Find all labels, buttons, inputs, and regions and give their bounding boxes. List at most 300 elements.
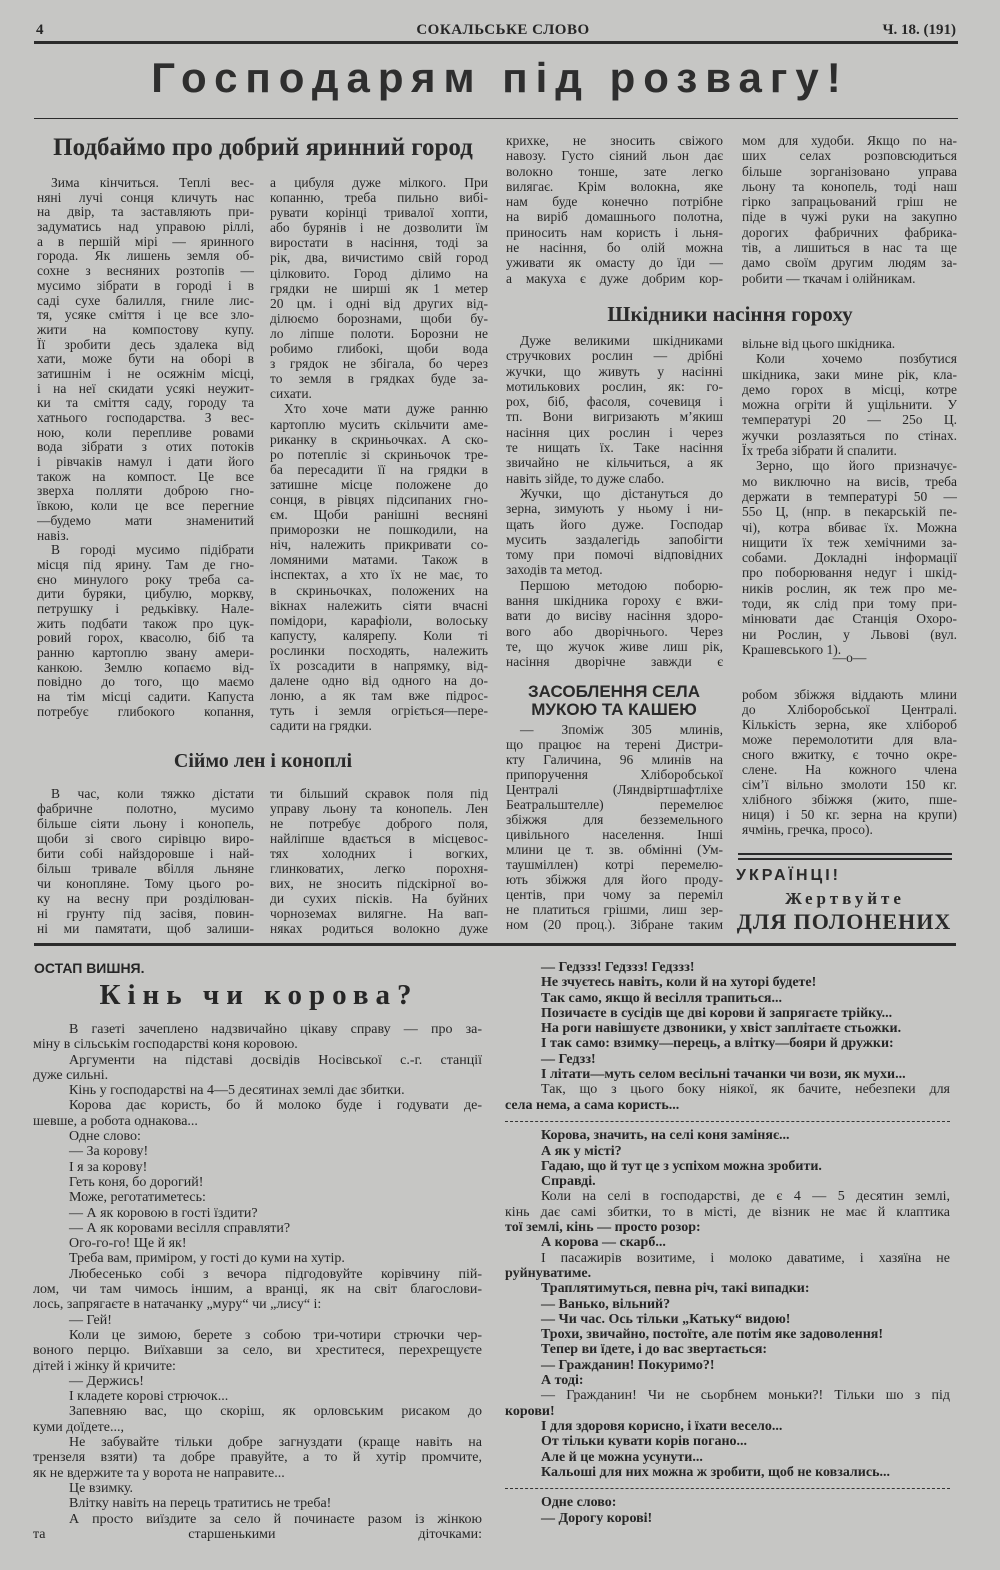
text-line: Корова, значить, на селі коня заміняє... <box>541 1128 790 1144</box>
text-line: В газеті зачеплено надзвичайно цікаву справу — про за- <box>69 1022 482 1037</box>
text-line: ном (20 проц.). Зібране таким <box>506 917 723 932</box>
paragraph <box>505 1312 950 1327</box>
text-line: Кількість зерна, яке хлібороб <box>742 717 957 732</box>
text-line: міну в сільськім господарстві коня коровою. <box>33 1037 298 1053</box>
text-line: дітей і жінку й кричите: <box>33 1358 176 1374</box>
paragraph <box>33 1160 482 1175</box>
text-line: мусимо зібрати в городі і в <box>37 278 254 293</box>
text-line: Жучки, що дістануться до <box>520 485 723 501</box>
story-right-part-3 <box>505 1495 950 1526</box>
text-line: ниця) і 50 кг. зерна на крупи) <box>742 807 957 822</box>
text-line: туть і земля огріється—пере- <box>270 703 488 719</box>
text-line: може перемолотити для вла- <box>742 732 957 747</box>
paragraph <box>505 1251 950 1282</box>
text-line: можна огріти й ущільнити. У <box>742 397 957 413</box>
text-line: приносить нам користь і льня- <box>506 224 723 240</box>
paragraph <box>33 1129 482 1144</box>
text-line: А як у місті? <box>541 1143 622 1159</box>
text-line: Першою методою поборю- <box>520 577 723 593</box>
text-line: В городі мусимо підібрати <box>51 543 254 558</box>
text-line: гірко запрацьований гріш не <box>742 194 957 210</box>
text-line: Траплятимуться, певна річ, такі випадки: <box>541 1281 810 1297</box>
paragraph <box>33 1313 482 1328</box>
text-line: І так само: взимку—перець, а влітку—бояри й дружки: <box>541 1036 894 1052</box>
text-line: Запевняю вас, що скоріш, як орловським рисаком до <box>69 1404 482 1420</box>
dashed-separator <box>505 1113 950 1128</box>
text-line: тоди, як слід при тому при- <box>742 596 957 612</box>
text-line: крихке, не зносить свіжого <box>506 133 723 148</box>
text-line: ро потепліє зі скриньочок тре- <box>270 446 488 462</box>
paragraph <box>270 786 488 936</box>
text-line: — Гедзз! <box>541 1051 596 1067</box>
text-line: собами. Докладні інформації <box>742 550 957 566</box>
text-line: тп. Вони вигризають м’якиш <box>506 409 723 425</box>
text-line: а в першій мірі — яринного <box>37 234 254 249</box>
text-line: вих, не зносить підскірної во- <box>270 876 488 891</box>
text-line: мом для худоби. Якщо по на- <box>742 133 957 148</box>
text-line: ячмінь, гречка, просо). <box>742 822 873 837</box>
text-line: садити на грядки. <box>270 718 372 734</box>
text-line: цілковито. Город ділимо на <box>270 265 488 281</box>
text-line: тому при помочі відповідних <box>506 547 723 563</box>
text-line: Кальоші для них можна ж зробити, щоб не ковзались... <box>541 1464 890 1480</box>
text-line: слене. На кожного члена <box>742 762 957 777</box>
paragraph <box>270 401 488 733</box>
paragraph <box>33 1435 482 1481</box>
garden-column-2 <box>270 175 488 733</box>
paragraph <box>506 333 723 486</box>
text-line: жучки, що живуть у насінні <box>506 363 723 379</box>
text-line: І я за корову! <box>69 1159 148 1175</box>
text-line: більш тривале вбілля льняне <box>37 861 254 876</box>
text-line: ділюємо борознами, щоби бу- <box>270 310 488 326</box>
text-line: вого або дворічнього. Через <box>506 623 723 639</box>
paragraph <box>505 1174 950 1189</box>
text-line: на двір, та заставляють при- <box>37 205 254 220</box>
paragraph <box>505 1297 950 1312</box>
text-line: ки та сміття саду, городу та <box>37 396 254 411</box>
paragraph <box>37 543 254 719</box>
text-line: єм. Щоби ранішні весняні <box>270 507 488 523</box>
paragraph <box>33 1175 482 1190</box>
text-line: Але й це можна усунути... <box>541 1449 703 1465</box>
text-line: навіз. <box>37 528 70 543</box>
text-line: те нищать їх. Таке насіння <box>506 440 723 456</box>
text-line: — Дорогу корові! <box>541 1510 653 1526</box>
section-divider <box>34 943 956 946</box>
appeal-line-2: Жертвуйте <box>785 889 905 908</box>
text-line: — За корову! <box>69 1144 149 1160</box>
paragraph <box>505 1495 950 1510</box>
text-line: мусить заздалегідь запобігти <box>506 531 723 547</box>
text-line: лоню, а як там вже підрос- <box>270 688 488 704</box>
text-line: куми доїдете..., <box>33 1419 124 1435</box>
text-line: цивільного населення. Інші <box>506 827 723 842</box>
text-line: не насіння, бо олій можна <box>506 240 723 256</box>
paragraph <box>505 960 950 975</box>
newspaper-name: СОКАЛЬСЬКЕ СЛОВО <box>416 22 590 38</box>
text-line: та старшенькими діточками: <box>33 1526 482 1542</box>
text-line: лом, чи там чимось іншим, а вранці, як на світ благослови- <box>33 1282 482 1298</box>
paragraph <box>505 1159 950 1174</box>
text-line: Позичаєте в сусідів ще дві корови й запрягаєте трійку... <box>541 1005 893 1021</box>
text-line: ні ми памятати, щоб залиши- <box>37 921 254 936</box>
text-line: шевше, а робота однакова... <box>33 1113 198 1129</box>
text-line: 55о Ц, (нпр. в пекарській пе- <box>742 504 957 520</box>
text-line: Любесенько собі з вечора підгодовуйте корівчину пій- <box>69 1266 482 1282</box>
text-line: Може, реготатиметесь: <box>69 1190 206 1206</box>
text-line: нищити їх теж хемічними за- <box>742 534 957 550</box>
text-line: — Гражданин! Покуримо?! <box>541 1357 715 1373</box>
text-line: таушміллен) котрі перемелю- <box>506 857 723 872</box>
text-line: ні грунту під засівя, повин- <box>37 906 254 921</box>
mills-headline-line-2: МУКОЮ ТА КАШЕЮ <box>531 700 697 719</box>
paragraph <box>505 1036 950 1051</box>
text-line: або бурянів і не дозволити їм <box>270 220 488 236</box>
paragraph <box>506 722 723 932</box>
paragraph <box>505 1419 950 1434</box>
text-line: Не зчуєтесь навіть, коли й на хуторі будете! <box>541 975 817 991</box>
text-line: сихати. <box>270 386 312 402</box>
text-line: мотилькових рослин, як: го- <box>506 378 723 394</box>
story-right-part-2 <box>505 1128 950 1480</box>
paragraph <box>37 176 254 543</box>
text-line: сім’ї вільно змолоти 150 кг. <box>742 777 957 792</box>
text-line: робити — ткачам і олійникам. <box>742 270 916 286</box>
text-line: не потребує доброго поля, <box>270 816 488 831</box>
paragraph <box>33 1404 482 1435</box>
text-line: на тім місці садити. Капуста <box>37 690 254 705</box>
appeal-line-3: ДЛЯ ПОЛОНЕНИХ <box>736 909 952 934</box>
paragraph <box>33 1236 482 1251</box>
text-line: Їх треба зібрати й спалити. <box>742 443 897 459</box>
text-line: 20 цм. і одні від других від- <box>270 295 488 311</box>
text-line: трензеля взяти) та добре правуйте, а то й хутір промчите, <box>33 1450 482 1466</box>
flax-column-3 <box>506 133 723 286</box>
text-line: температурі 20 — 25о Ц. <box>742 412 957 428</box>
text-line: ніч, належить прикривати со- <box>270 537 488 553</box>
title-rule <box>34 118 958 119</box>
text-line: рослинки посходять, належить <box>270 642 488 658</box>
text-line: вилягає. Крім волокна, яке <box>506 178 723 194</box>
text-line: — Гедззз! Гедззз! Гедззз! <box>541 960 695 975</box>
text-line: Корова дає користь, бо й молоко буде і годувати де- <box>69 1098 482 1114</box>
text-line: зерна, зимують у ньому і ни- <box>506 501 723 517</box>
text-line: Так, що з цього боку ніякої, як бачите, небезпеки для <box>541 1082 950 1098</box>
text-line: дорогих фабричних фабрика- <box>742 224 957 240</box>
text-line: управу льону та конопель. Лен <box>270 801 488 816</box>
text-line: рік, два, вичистимо свій город <box>270 250 488 266</box>
text-line: ників рослин, як теж про ме- <box>742 580 957 596</box>
paragraph <box>33 1328 482 1374</box>
paragraph <box>742 133 957 286</box>
text-line: затишнім і не осяжнім місці, <box>37 366 254 381</box>
text-line: — Ванько, вільний? <box>541 1296 671 1312</box>
paragraph <box>33 1098 482 1129</box>
text-line: Одне слово: <box>69 1129 141 1145</box>
text-line: — Зпоміж 305 млинів, <box>520 722 723 737</box>
paragraph <box>742 458 957 657</box>
text-line: єно минулого року треба са- <box>37 572 254 587</box>
text-line: льону та конопель, тоді наш <box>742 178 957 194</box>
paragraph <box>505 1373 950 1388</box>
section-title: Господарям під розвагу! <box>151 54 849 101</box>
appeal-rule-bottom <box>738 858 952 860</box>
text-line: Ого-го-го! Ще й як! <box>69 1236 187 1252</box>
text-line: про поборювання недуг і шкід- <box>742 565 957 581</box>
text-line: А корова — скарб... <box>541 1235 666 1251</box>
text-line: навозу. Густо сіяний льон дає <box>506 148 723 164</box>
text-line: хлібного збіжжя (жито, пше- <box>742 792 957 807</box>
text-line: копанню, треба пильно вибі- <box>270 190 488 206</box>
text-line: А просто виїздите за село й починаєте разом із жінкою <box>69 1511 482 1527</box>
text-line: Треба вам, приміром, у гості до куми на хутір. <box>69 1251 345 1267</box>
text-line: жучки розлазяться по стінах. <box>742 427 957 443</box>
text-line: зверха полляти доброю гно- <box>37 484 254 499</box>
text-line: тів, а лишиться в нас та ще <box>742 240 957 256</box>
text-line: — Гражданин! Чи не сьорбнем моньки?! Тільки шо з під <box>541 1388 950 1404</box>
flax-headline: Сіймо лен і коноплі <box>173 750 353 772</box>
text-line: стручкових рослин — дрібні <box>506 348 723 364</box>
text-line: далене одно від одного на до- <box>270 673 488 689</box>
paragraph <box>505 1189 950 1235</box>
pests-column-4 <box>742 336 957 657</box>
text-line: жить подбати також про цук- <box>37 616 254 631</box>
text-line: вання шкідника гороху є вжи- <box>506 593 723 609</box>
text-line: ди сухих пісків. На буйних <box>270 891 488 906</box>
pests-headline: Шкідники насіння гороху <box>607 302 853 326</box>
text-line: глинковатих, легко порохня- <box>270 861 488 876</box>
text-line: В час, коли тяжко дістати <box>51 786 254 801</box>
text-line: грядки не ширші як 1 метер <box>270 280 488 296</box>
text-line: — А як коровами весілля справляти? <box>69 1220 291 1236</box>
text-line: щоби зі свого сирівцю виро- <box>37 831 254 846</box>
text-line: помідори, карафіоли, волоську <box>270 612 488 628</box>
text-line: щать його дуже. Господар <box>506 516 723 532</box>
text-line: в скриньочках, положених на <box>270 582 488 598</box>
issue-number: Ч. 18. (191) <box>882 22 956 38</box>
text-line: — А як коровою в гості їздити? <box>69 1205 258 1221</box>
text-line: ють збіжжя для його проду- <box>506 872 723 887</box>
text-line: держати в температурі 50 — <box>742 488 957 504</box>
text-line: Справді. <box>541 1174 596 1190</box>
text-line: що працює на терені Дистри- <box>506 737 723 752</box>
garden-headline: Подбаймо про добрий яринний город <box>53 134 473 161</box>
end-mark: —о— <box>832 650 867 665</box>
text-line: Трохи, звичайно, постоїте, але потім яке задоволення! <box>541 1327 884 1343</box>
text-line: вати до висіву насіння здоро- <box>506 608 723 624</box>
paragraph <box>33 1206 482 1221</box>
paragraph <box>505 1281 950 1296</box>
text-line: затишне місце положене до <box>270 476 488 492</box>
story-right-part-1 <box>505 960 950 1113</box>
text-line: — Чи час. Ось тільки „Катьку“ видою! <box>541 1311 791 1327</box>
flax-column-1 <box>37 786 254 936</box>
text-line: то земля в грядках буде за- <box>270 371 488 387</box>
paragraph <box>505 1128 950 1143</box>
text-line: і рівчаків намул і дати його <box>37 455 254 470</box>
text-line: Хто хоче мати дуже ранню <box>284 401 488 417</box>
text-line: картоплю мусить скільчити аме- <box>270 416 488 432</box>
text-line: як не вдержите та у ворота не направите... <box>33 1465 285 1481</box>
text-line: дити буряки, цибулю, моркву, <box>37 587 254 602</box>
text-line: чорноземах вилягне. На вап- <box>270 906 488 921</box>
paragraph <box>742 351 957 458</box>
text-line: навіть зійде, то дуже слабо. <box>506 470 665 486</box>
text-line: ло ліпше полоти. Борозни не <box>270 325 488 341</box>
text-line: рох, біб, фасоля, сочевиця і <box>506 394 723 410</box>
text-line: ровий горох, квасолю, біб та <box>37 631 254 646</box>
flax-column-4 <box>742 133 957 286</box>
text-line: нам буде конечно потрібне <box>506 194 723 210</box>
text-line: — Гей! <box>69 1312 112 1328</box>
paragraph <box>33 1374 482 1389</box>
text-line: виростати в насіння, тоді за <box>270 235 488 251</box>
text-line: — Держись! <box>69 1373 144 1389</box>
text-line: няках родиться волокно дуже <box>270 921 488 936</box>
text-line: те, що жучок живе лиш рік, <box>506 638 723 654</box>
text-line: На роги навішуєте дзвоники, у хвіст заплітаєте стьожки. <box>541 1021 902 1037</box>
paragraph <box>33 1512 482 1543</box>
paragraph <box>33 1496 482 1511</box>
text-line: ломяними матами. Також в <box>270 552 488 568</box>
dashed-separator <box>505 1480 950 1495</box>
flax-column-2 <box>270 786 488 936</box>
text-line: шкідника, заки мине рік, кла- <box>742 366 957 382</box>
paragraph <box>505 1388 950 1419</box>
paragraph <box>33 1144 482 1159</box>
mills-column-3 <box>506 722 723 932</box>
text-line: робимо глибокі, щоби вода <box>270 341 488 357</box>
text-line: села нема, а сама користь... <box>505 1097 680 1113</box>
text-line: робом збіжжя віддають млини <box>742 687 957 702</box>
text-line: риканку в скриньочках. А ско- <box>270 431 488 447</box>
text-line: города. Як лишень земля об- <box>37 249 254 264</box>
story-right-column <box>505 960 950 1526</box>
text-line: піде в чужі руки на закупно <box>742 209 957 225</box>
text-line: сонця, в рівцях підсипаних гно- <box>270 491 488 507</box>
text-line: капусту, калярепу. Коли ті <box>270 627 488 643</box>
text-line: І кладете корові стрючок... <box>69 1389 229 1405</box>
text-line: ку на весну при розділюван- <box>37 891 254 906</box>
text-line: уживати як омасту до їди — <box>506 255 723 271</box>
text-line: Тепер ви їдете, і до вас звертається: <box>541 1342 768 1358</box>
text-line: чі), котра вбиває їх. Можна <box>742 519 957 535</box>
text-line: Влітку навіть на перець тратитись не треба! <box>69 1496 332 1512</box>
text-line: Так само, якщо й весілля трапиться... <box>541 990 783 1006</box>
text-line: і на неї скидати усякі неужит- <box>37 381 254 396</box>
text-line: дамо своїм другим людям за- <box>742 255 957 271</box>
text-line: місця під ярину. Там де гно- <box>37 557 254 572</box>
text-line: демо горох в місці, котре <box>742 381 957 397</box>
garden-column-1 <box>37 176 254 719</box>
paragraph <box>37 786 254 936</box>
text-line: мо виключно на висів, треба <box>742 473 957 489</box>
paragraph <box>505 1450 950 1465</box>
text-line: вільне від цього шкідника. <box>742 336 896 351</box>
text-line: Кінь у господарстві на 4—5 десятинах землі дає збитки. <box>69 1083 405 1099</box>
text-line: І літати—муть селом весільні тачанки чи вози, як мухи... <box>541 1067 906 1083</box>
paragraph <box>33 1190 482 1205</box>
paragraph <box>505 1511 950 1526</box>
paragraph <box>505 991 950 1006</box>
text-line: вода зібрати з отих потоків <box>37 440 254 455</box>
text-line: приморозки не пошкодили, на <box>270 522 488 538</box>
text-line: Це взимку. <box>69 1480 134 1496</box>
text-line: центів, при чому за переміл <box>506 887 723 902</box>
paragraph <box>505 1342 950 1357</box>
text-line: бити собі найздоровше і най- <box>37 846 254 861</box>
text-line: припоручення Хліборобської <box>506 767 723 782</box>
text-line: сохне з весняних розтопів — <box>37 264 254 279</box>
text-line: фабричне полотно, мусимо <box>37 801 254 816</box>
paragraph <box>505 1358 950 1373</box>
text-line: Зима кінчиться. Теплі вес- <box>51 176 254 190</box>
text-line: Беатральштелле) перемелює <box>506 797 723 812</box>
text-line: Геть коня, бо дорогий! <box>69 1174 204 1190</box>
text-line: Централі (Ляндвіртшафтліхе <box>506 782 723 797</box>
text-line: Зерно, що його призначує- <box>756 458 957 474</box>
text-line: Аргументи на підставі досвідів Носівської с.-г. станції <box>69 1052 482 1068</box>
text-line: задуматись над управою ріллі, <box>37 220 254 235</box>
text-line: вікнах належить сіяти вчасні <box>270 597 488 613</box>
text-line: жити на компостову купу. <box>37 322 254 337</box>
text-line: мінювати дає Станція Охоро- <box>742 611 957 627</box>
text-line: лось, запрягаєте в натачанку „муру“ чи „лису“ і: <box>33 1297 322 1313</box>
text-line: потребує глибокого копання, <box>37 704 254 719</box>
text-line: тях холодних і вогких, <box>270 846 488 861</box>
pests-column-3 <box>506 333 723 670</box>
text-line: руйнуватиме. <box>505 1265 592 1281</box>
text-line: до Хліборобської Централі. <box>742 702 957 717</box>
text-line: А тоді: <box>541 1373 584 1389</box>
paragraph <box>505 1235 950 1250</box>
text-line: няні лучі сонця кличуть нас <box>37 190 254 205</box>
masthead-rule <box>34 41 958 44</box>
text-line: Коли це зимою, берете з собою три-чотири стрючки чер- <box>69 1327 482 1343</box>
text-line: дуже сильні. <box>33 1067 109 1083</box>
story-title: Кінь чи корова? <box>99 979 419 1011</box>
text-line: Одне слово: <box>541 1495 617 1511</box>
text-line: кінь дає самі збитки, то в місті, де візник не має й клаптика <box>505 1204 950 1220</box>
text-line: Її зробити десь здалека від <box>37 337 254 352</box>
text-line: Коли на селі в господарстві, де є 4 — 5 десятин землі, <box>541 1189 950 1205</box>
text-line: повідно до того, що маємо <box>37 675 254 690</box>
text-line: ївкою, коли це все перегние <box>37 499 254 514</box>
text-line: воного перцю. Виїхавши за село, ви хреститеся, перехрещуєте <box>33 1343 482 1359</box>
text-line: їх розсадити в напрямку, від- <box>270 658 488 673</box>
text-line: хатнього господарства. З вес- <box>37 411 254 425</box>
text-line: —будемо мати знаменитий <box>37 513 254 528</box>
text-line: найліпше вдається в місцевос- <box>270 831 488 846</box>
paragraph <box>505 1067 950 1082</box>
paragraph <box>505 1434 950 1449</box>
text-line: інспектах, а хто їх не має, то <box>270 567 488 583</box>
paragraph <box>33 1251 482 1266</box>
text-line: Гадаю, що й тут це з успіхом можна зробити. <box>541 1158 822 1174</box>
text-line: ни Рослин, у Львові (вул. <box>742 626 957 642</box>
text-line: сного вжитку, є точно окре- <box>742 747 957 762</box>
text-line: більше сіяти льону і конопель, <box>37 816 254 831</box>
paragraph <box>33 1481 482 1496</box>
paragraph <box>505 1006 950 1021</box>
paragraph <box>505 1144 950 1159</box>
text-line: Не забувайте тільки добре загнуздати (краще навіть на <box>69 1435 482 1451</box>
paragraph <box>33 1053 482 1084</box>
mills-column-4 <box>742 687 957 837</box>
page-number: 4 <box>36 22 44 38</box>
appeal-line-1: УКРАЇНЦІ! <box>736 867 841 884</box>
